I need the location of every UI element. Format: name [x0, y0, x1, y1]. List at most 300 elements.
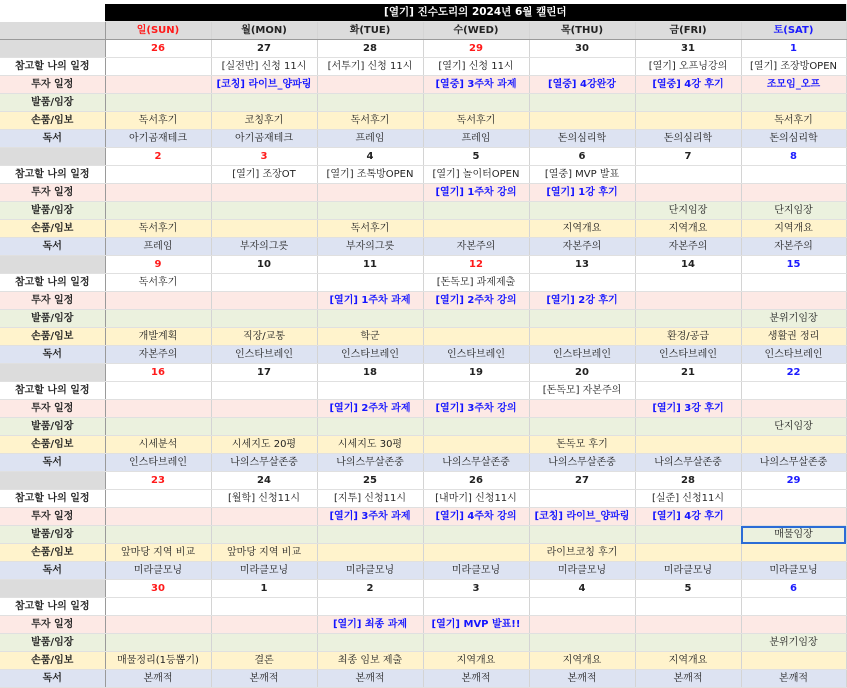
- schedule-cell[interactable]: 미라클모닝: [635, 562, 741, 580]
- schedule-cell[interactable]: 미라클모닝: [317, 562, 423, 580]
- schedule-cell[interactable]: [열기] 3강 후기: [635, 400, 741, 418]
- schedule-cell[interactable]: 시세분석: [105, 436, 211, 454]
- schedule-cell[interactable]: 지역개요: [529, 652, 635, 670]
- schedule-cell[interactable]: [635, 436, 741, 454]
- schedule-cell[interactable]: 매물정리(1등뽑기): [105, 652, 211, 670]
- schedule-cell[interactable]: 미라클모닝: [529, 562, 635, 580]
- schedule-cell[interactable]: [105, 292, 211, 310]
- schedule-cell[interactable]: [211, 508, 317, 526]
- schedule-cell[interactable]: 인스타브레인: [211, 346, 317, 364]
- schedule-cell[interactable]: 프레임: [317, 130, 423, 148]
- schedule-cell[interactable]: [열기] 3주차 과제: [317, 508, 423, 526]
- schedule-cell[interactable]: [211, 220, 317, 238]
- schedule-cell[interactable]: [317, 598, 423, 616]
- schedule-cell[interactable]: [105, 94, 211, 112]
- schedule-cell[interactable]: [열기] 2주차 과제: [317, 400, 423, 418]
- schedule-cell[interactable]: 본깨적: [741, 670, 846, 688]
- schedule-cell[interactable]: [211, 274, 317, 292]
- schedule-cell[interactable]: [741, 508, 846, 526]
- schedule-cell[interactable]: [열기] 2강 후기: [529, 292, 635, 310]
- date-cell[interactable]: 4: [317, 148, 423, 166]
- schedule-cell[interactable]: 학군: [317, 328, 423, 346]
- schedule-cell[interactable]: [열기] 최종 과제: [317, 616, 423, 634]
- schedule-cell[interactable]: 자본주의: [741, 238, 846, 256]
- date-cell[interactable]: 3: [211, 148, 317, 166]
- schedule-cell[interactable]: 앞마당 지역 비교: [105, 544, 211, 562]
- row-label[interactable]: 투자 일정: [0, 292, 105, 310]
- schedule-cell[interactable]: [실전반] 신청 11시: [211, 58, 317, 76]
- row-label[interactable]: 손품/임보: [0, 112, 105, 130]
- schedule-cell[interactable]: 환경/공급: [635, 328, 741, 346]
- row-label[interactable]: 독서: [0, 454, 105, 472]
- schedule-cell[interactable]: 직장/교통: [211, 328, 317, 346]
- schedule-cell[interactable]: [423, 418, 529, 436]
- schedule-cell[interactable]: [열기] 조톡방OPEN: [317, 166, 423, 184]
- schedule-cell[interactable]: [열기] 1강 후기: [529, 184, 635, 202]
- schedule-cell[interactable]: [741, 436, 846, 454]
- schedule-cell[interactable]: [741, 400, 846, 418]
- date-cell[interactable]: 31: [635, 40, 741, 58]
- schedule-cell[interactable]: [서투기] 신청 11시: [317, 58, 423, 76]
- row-label[interactable]: 참고할 나의 일정: [0, 490, 105, 508]
- date-row-label-cell[interactable]: [0, 472, 105, 490]
- schedule-cell[interactable]: 단지임장: [635, 202, 741, 220]
- schedule-cell[interactable]: [529, 310, 635, 328]
- date-row-label-cell[interactable]: [0, 580, 105, 598]
- schedule-cell[interactable]: 미라클모닝: [211, 562, 317, 580]
- schedule-cell[interactable]: [529, 274, 635, 292]
- date-cell[interactable]: 30: [105, 580, 211, 598]
- schedule-cell[interactable]: [열기] 오프닝강의: [635, 58, 741, 76]
- schedule-cell[interactable]: 자본주의: [105, 346, 211, 364]
- schedule-cell[interactable]: 본깨적: [317, 670, 423, 688]
- schedule-cell[interactable]: [635, 418, 741, 436]
- schedule-cell[interactable]: [105, 490, 211, 508]
- schedule-cell[interactable]: 돈의심리학: [529, 130, 635, 148]
- schedule-cell[interactable]: [211, 94, 317, 112]
- schedule-cell[interactable]: 분위기임장: [741, 634, 846, 652]
- row-label[interactable]: 독서: [0, 670, 105, 688]
- schedule-cell[interactable]: [지투] 신청11시: [317, 490, 423, 508]
- row-label[interactable]: 참고할 나의 일정: [0, 58, 105, 76]
- schedule-cell[interactable]: 나의스무살존중: [741, 454, 846, 472]
- schedule-cell[interactable]: [열기] 1주차 강의: [423, 184, 529, 202]
- schedule-cell[interactable]: 앞마당 지역 비교: [211, 544, 317, 562]
- schedule-cell[interactable]: [635, 292, 741, 310]
- schedule-cell[interactable]: 인스타브레인: [105, 454, 211, 472]
- date-cell[interactable]: 4: [529, 580, 635, 598]
- row-label[interactable]: 발품/임장: [0, 526, 105, 544]
- schedule-cell[interactable]: 독서후기: [105, 112, 211, 130]
- schedule-cell[interactable]: [423, 94, 529, 112]
- schedule-cell[interactable]: [741, 490, 846, 508]
- schedule-cell[interactable]: [741, 598, 846, 616]
- schedule-cell[interactable]: [635, 382, 741, 400]
- schedule-cell[interactable]: [529, 526, 635, 544]
- row-label[interactable]: 참고할 나의 일정: [0, 382, 105, 400]
- schedule-cell[interactable]: 독서후기: [741, 112, 846, 130]
- schedule-cell[interactable]: 라이브코칭 후기: [529, 544, 635, 562]
- weekday-mon[interactable]: 월(MON): [211, 22, 317, 40]
- weekday-tue[interactable]: 화(TUE): [317, 22, 423, 40]
- schedule-cell[interactable]: 독서후기: [317, 112, 423, 130]
- schedule-cell[interactable]: [423, 436, 529, 454]
- schedule-cell[interactable]: 돈독모 후기: [529, 436, 635, 454]
- schedule-cell[interactable]: [635, 616, 741, 634]
- date-row-label-cell[interactable]: [0, 256, 105, 274]
- schedule-cell[interactable]: [423, 544, 529, 562]
- date-cell[interactable]: 5: [635, 580, 741, 598]
- schedule-cell[interactable]: [741, 184, 846, 202]
- schedule-cell[interactable]: [105, 76, 211, 94]
- schedule-cell[interactable]: [열기] 4강 후기: [635, 508, 741, 526]
- schedule-cell[interactable]: [실준] 신청11시: [635, 490, 741, 508]
- schedule-cell[interactable]: 아기곰재테크: [211, 130, 317, 148]
- schedule-cell[interactable]: [741, 166, 846, 184]
- schedule-cell[interactable]: 자본주의: [635, 238, 741, 256]
- schedule-cell[interactable]: [529, 616, 635, 634]
- schedule-cell[interactable]: [635, 598, 741, 616]
- schedule-cell[interactable]: [635, 274, 741, 292]
- row-label[interactable]: 참고할 나의 일정: [0, 166, 105, 184]
- schedule-cell[interactable]: [741, 274, 846, 292]
- schedule-cell[interactable]: [105, 400, 211, 418]
- date-cell[interactable]: 28: [635, 472, 741, 490]
- schedule-cell[interactable]: 나의스무살존중: [211, 454, 317, 472]
- date-cell[interactable]: 26: [423, 472, 529, 490]
- date-cell[interactable]: 18: [317, 364, 423, 382]
- schedule-cell[interactable]: [열기] 조장방OPEN: [741, 58, 846, 76]
- date-cell[interactable]: 28: [317, 40, 423, 58]
- schedule-cell[interactable]: [317, 418, 423, 436]
- row-label[interactable]: 독서: [0, 346, 105, 364]
- schedule-cell[interactable]: [211, 310, 317, 328]
- schedule-cell[interactable]: 시세지도 30평: [317, 436, 423, 454]
- schedule-cell[interactable]: 독서후기: [105, 220, 211, 238]
- weekday-fri[interactable]: 금(FRI): [635, 22, 741, 40]
- date-cell[interactable]: 17: [211, 364, 317, 382]
- schedule-cell[interactable]: 단지임장: [741, 202, 846, 220]
- date-cell[interactable]: 2: [105, 148, 211, 166]
- date-cell[interactable]: 10: [211, 256, 317, 274]
- schedule-cell[interactable]: [코칭] 라이브_양파링: [211, 76, 317, 94]
- date-cell[interactable]: 13: [529, 256, 635, 274]
- schedule-cell[interactable]: 인스타브레인: [741, 346, 846, 364]
- schedule-cell[interactable]: [741, 652, 846, 670]
- schedule-cell[interactable]: [423, 598, 529, 616]
- schedule-cell[interactable]: [423, 328, 529, 346]
- schedule-cell[interactable]: [423, 202, 529, 220]
- schedule-cell[interactable]: [105, 382, 211, 400]
- schedule-cell[interactable]: [211, 202, 317, 220]
- row-label[interactable]: 손품/임보: [0, 652, 105, 670]
- schedule-cell[interactable]: [열기] 2주차 강의: [423, 292, 529, 310]
- schedule-cell[interactable]: [529, 58, 635, 76]
- date-cell[interactable]: 6: [741, 580, 846, 598]
- schedule-cell[interactable]: 분위기임장: [741, 310, 846, 328]
- schedule-cell[interactable]: 본깨적: [105, 670, 211, 688]
- schedule-cell[interactable]: 돈의심리학: [741, 130, 846, 148]
- schedule-cell[interactable]: [635, 112, 741, 130]
- date-cell[interactable]: 1: [741, 40, 846, 58]
- schedule-cell[interactable]: [529, 490, 635, 508]
- schedule-cell[interactable]: [돈독모] 자본주의: [529, 382, 635, 400]
- schedule-cell[interactable]: [열기] 3주차 강의: [423, 400, 529, 418]
- schedule-cell[interactable]: [635, 634, 741, 652]
- schedule-cell[interactable]: 지역개요: [529, 220, 635, 238]
- date-cell[interactable]: 15: [741, 256, 846, 274]
- date-cell[interactable]: 5: [423, 148, 529, 166]
- schedule-cell[interactable]: [211, 382, 317, 400]
- row-label[interactable]: 손품/임보: [0, 328, 105, 346]
- schedule-cell[interactable]: 나의스무살존중: [317, 454, 423, 472]
- schedule-cell[interactable]: [열중] MVP 발표: [529, 166, 635, 184]
- schedule-cell[interactable]: [105, 202, 211, 220]
- schedule-cell[interactable]: [열기] 조장OT: [211, 166, 317, 184]
- schedule-cell[interactable]: 지역개요: [635, 220, 741, 238]
- schedule-cell[interactable]: [423, 220, 529, 238]
- schedule-cell[interactable]: 인스타브레인: [423, 346, 529, 364]
- row-label[interactable]: 발품/임장: [0, 310, 105, 328]
- weekday-sun[interactable]: 일(SUN): [105, 22, 211, 40]
- schedule-cell[interactable]: 나의스무살존중: [635, 454, 741, 472]
- schedule-cell[interactable]: 최종 임보 제출: [317, 652, 423, 670]
- schedule-cell[interactable]: [741, 382, 846, 400]
- schedule-cell[interactable]: [741, 292, 846, 310]
- schedule-cell[interactable]: 독서후기: [423, 112, 529, 130]
- schedule-cell[interactable]: [529, 400, 635, 418]
- schedule-cell[interactable]: [635, 544, 741, 562]
- schedule-cell[interactable]: 미라클모닝: [423, 562, 529, 580]
- date-row-label-cell[interactable]: [0, 40, 105, 58]
- weekday-wed[interactable]: 수(WED): [423, 22, 529, 40]
- schedule-cell[interactable]: [열기] MVP 발표!!: [423, 616, 529, 634]
- row-label[interactable]: 발품/임장: [0, 418, 105, 436]
- schedule-cell[interactable]: [423, 634, 529, 652]
- schedule-cell[interactable]: [741, 94, 846, 112]
- schedule-cell[interactable]: [529, 634, 635, 652]
- schedule-cell[interactable]: [635, 310, 741, 328]
- schedule-cell[interactable]: [돈독모] 과제제출: [423, 274, 529, 292]
- schedule-cell[interactable]: [317, 274, 423, 292]
- schedule-cell[interactable]: 지역개요: [423, 652, 529, 670]
- schedule-cell[interactable]: [105, 166, 211, 184]
- schedule-cell[interactable]: [105, 184, 211, 202]
- weekday-sat[interactable]: 토(SAT): [741, 22, 846, 40]
- date-cell[interactable]: 9: [105, 256, 211, 274]
- row-label[interactable]: 참고할 나의 일정: [0, 598, 105, 616]
- schedule-cell[interactable]: [741, 616, 846, 634]
- schedule-cell[interactable]: [317, 634, 423, 652]
- schedule-cell[interactable]: 프레임: [423, 130, 529, 148]
- schedule-cell[interactable]: [529, 202, 635, 220]
- schedule-cell[interactable]: [317, 382, 423, 400]
- date-cell[interactable]: 14: [635, 256, 741, 274]
- weekday-thu[interactable]: 목(THU): [529, 22, 635, 40]
- schedule-cell[interactable]: 미라클모닝: [105, 562, 211, 580]
- schedule-cell[interactable]: [열중] 4강 후기: [635, 76, 741, 94]
- schedule-cell[interactable]: [내마기] 신청11시: [423, 490, 529, 508]
- schedule-cell[interactable]: [105, 526, 211, 544]
- schedule-cell[interactable]: 결론: [211, 652, 317, 670]
- schedule-cell[interactable]: 프레임: [105, 238, 211, 256]
- row-label[interactable]: 발품/임장: [0, 634, 105, 652]
- date-cell[interactable]: 11: [317, 256, 423, 274]
- date-cell[interactable]: 16: [105, 364, 211, 382]
- row-label[interactable]: 투자 일정: [0, 508, 105, 526]
- schedule-cell[interactable]: 개발계획: [105, 328, 211, 346]
- date-cell[interactable]: 29: [741, 472, 846, 490]
- schedule-cell[interactable]: 돈의심리학: [635, 130, 741, 148]
- schedule-cell[interactable]: [열기] 놀이터OPEN: [423, 166, 529, 184]
- schedule-cell[interactable]: 본깨적: [423, 670, 529, 688]
- schedule-cell[interactable]: [423, 382, 529, 400]
- date-row-label-cell[interactable]: [0, 148, 105, 166]
- date-cell[interactable]: 29: [423, 40, 529, 58]
- schedule-cell[interactable]: [317, 310, 423, 328]
- schedule-cell[interactable]: 부자의그릇: [211, 238, 317, 256]
- schedule-cell[interactable]: [211, 400, 317, 418]
- row-label[interactable]: 발품/임장: [0, 202, 105, 220]
- schedule-cell[interactable]: [317, 526, 423, 544]
- schedule-cell[interactable]: [열기] 신청 11시: [423, 58, 529, 76]
- schedule-cell[interactable]: 본깨적: [211, 670, 317, 688]
- schedule-cell[interactable]: [635, 94, 741, 112]
- schedule-cell[interactable]: [105, 310, 211, 328]
- schedule-cell[interactable]: 부자의그릇: [317, 238, 423, 256]
- schedule-cell[interactable]: [105, 634, 211, 652]
- schedule-cell[interactable]: [코칭] 라이브_양파링: [529, 508, 635, 526]
- date-cell[interactable]: 8: [741, 148, 846, 166]
- schedule-cell[interactable]: [317, 184, 423, 202]
- date-cell[interactable]: 6: [529, 148, 635, 166]
- schedule-cell[interactable]: 지역개요: [741, 220, 846, 238]
- schedule-cell[interactable]: [열중] 4강완강: [529, 76, 635, 94]
- schedule-cell[interactable]: [211, 526, 317, 544]
- row-label[interactable]: 참고할 나의 일정: [0, 274, 105, 292]
- schedule-cell[interactable]: [105, 508, 211, 526]
- schedule-cell[interactable]: [105, 598, 211, 616]
- row-label[interactable]: 투자 일정: [0, 184, 105, 202]
- schedule-cell[interactable]: [열기] 1주차 과제: [317, 292, 423, 310]
- schedule-cell[interactable]: 나의스무살존중: [423, 454, 529, 472]
- date-cell[interactable]: 27: [211, 40, 317, 58]
- row-reading: [0, 562, 846, 580]
- schedule-cell[interactable]: 생활권 정리: [741, 328, 846, 346]
- schedule-cell[interactable]: 인스타브레인: [529, 346, 635, 364]
- row-label[interactable]: 투자 일정: [0, 76, 105, 94]
- schedule-cell[interactable]: [635, 526, 741, 544]
- schedule-cell[interactable]: [211, 184, 317, 202]
- schedule-cell[interactable]: [529, 328, 635, 346]
- date-cell[interactable]: 21: [635, 364, 741, 382]
- schedule-cell[interactable]: 아기곰재테크: [105, 130, 211, 148]
- row-label[interactable]: 손품/임보: [0, 544, 105, 562]
- schedule-cell[interactable]: 시세지도 20평: [211, 436, 317, 454]
- schedule-cell[interactable]: [211, 634, 317, 652]
- schedule-cell[interactable]: 코칭후기: [211, 112, 317, 130]
- schedule-cell[interactable]: [423, 526, 529, 544]
- schedule-cell[interactable]: 본깨적: [529, 670, 635, 688]
- schedule-cell[interactable]: [211, 598, 317, 616]
- row-label[interactable]: 투자 일정: [0, 616, 105, 634]
- schedule-cell[interactable]: [635, 166, 741, 184]
- row-label[interactable]: 손품/임보: [0, 436, 105, 454]
- date-cell[interactable]: 3: [423, 580, 529, 598]
- date-cell[interactable]: 19: [423, 364, 529, 382]
- schedule-cell[interactable]: [열기] 4주차 강의: [423, 508, 529, 526]
- schedule-cell[interactable]: 미라클모닝: [741, 562, 846, 580]
- schedule-cell[interactable]: [211, 418, 317, 436]
- schedule-cell[interactable]: [211, 616, 317, 634]
- schedule-cell[interactable]: [317, 94, 423, 112]
- schedule-cell[interactable]: 지역개요: [635, 652, 741, 670]
- schedule-cell[interactable]: 조모임_오프: [741, 76, 846, 94]
- schedule-cell[interactable]: 단지임장: [741, 418, 846, 436]
- schedule-cell[interactable]: [529, 112, 635, 130]
- row-label[interactable]: 투자 일정: [0, 400, 105, 418]
- schedule-cell[interactable]: [105, 418, 211, 436]
- row-reference-schedule: [0, 382, 846, 400]
- date-cell[interactable]: 24: [211, 472, 317, 490]
- schedule-cell[interactable]: [423, 310, 529, 328]
- row-label[interactable]: 독서: [0, 238, 105, 256]
- date-cell[interactable]: 23: [105, 472, 211, 490]
- schedule-cell[interactable]: [529, 598, 635, 616]
- date-cell[interactable]: 7: [635, 148, 741, 166]
- schedule-cell[interactable]: [529, 94, 635, 112]
- row-label[interactable]: 독서: [0, 562, 105, 580]
- date-cell[interactable]: 26: [105, 40, 211, 58]
- row-label[interactable]: 독서: [0, 130, 105, 148]
- schedule-cell[interactable]: 독서후기: [105, 274, 211, 292]
- schedule-cell[interactable]: [317, 202, 423, 220]
- date-cell[interactable]: 22: [741, 364, 846, 382]
- calendar-title[interactable]: [열기] 진수도리의 2024년 6월 캘린더: [105, 4, 846, 22]
- weekday-header-blank[interactable]: [0, 22, 105, 40]
- schedule-cell[interactable]: [105, 58, 211, 76]
- schedule-cell[interactable]: [열중] 3주차 과제: [423, 76, 529, 94]
- row-label[interactable]: 발품/임장: [0, 94, 105, 112]
- schedule-cell[interactable]: 인스타브레인: [317, 346, 423, 364]
- date-cell[interactable]: 27: [529, 472, 635, 490]
- schedule-cell[interactable]: 인스타브레인: [635, 346, 741, 364]
- schedule-cell[interactable]: [741, 544, 846, 562]
- date-cell[interactable]: 30: [529, 40, 635, 58]
- schedule-cell[interactable]: 자본주의: [423, 238, 529, 256]
- schedule-cell[interactable]: 자본주의: [529, 238, 635, 256]
- date-cell[interactable]: 1: [211, 580, 317, 598]
- selected-cell[interactable]: 매물임장: [741, 526, 846, 544]
- date-cell[interactable]: 2: [317, 580, 423, 598]
- schedule-cell[interactable]: 본깨적: [635, 670, 741, 688]
- row-label[interactable]: 손품/임보: [0, 220, 105, 238]
- schedule-cell[interactable]: [월학] 신청11시: [211, 490, 317, 508]
- title-blank-cell[interactable]: [0, 4, 105, 22]
- schedule-cell[interactable]: 나의스무살존중: [529, 454, 635, 472]
- schedule-cell[interactable]: [317, 544, 423, 562]
- schedule-cell[interactable]: [317, 76, 423, 94]
- date-cell[interactable]: 20: [529, 364, 635, 382]
- date-cell[interactable]: 12: [423, 256, 529, 274]
- date-cell[interactable]: 25: [317, 472, 423, 490]
- date-row-label-cell[interactable]: [0, 364, 105, 382]
- schedule-cell[interactable]: [105, 616, 211, 634]
- schedule-cell[interactable]: [529, 418, 635, 436]
- schedule-cell[interactable]: 독서후기: [317, 220, 423, 238]
- schedule-cell[interactable]: [211, 292, 317, 310]
- schedule-cell[interactable]: [635, 184, 741, 202]
